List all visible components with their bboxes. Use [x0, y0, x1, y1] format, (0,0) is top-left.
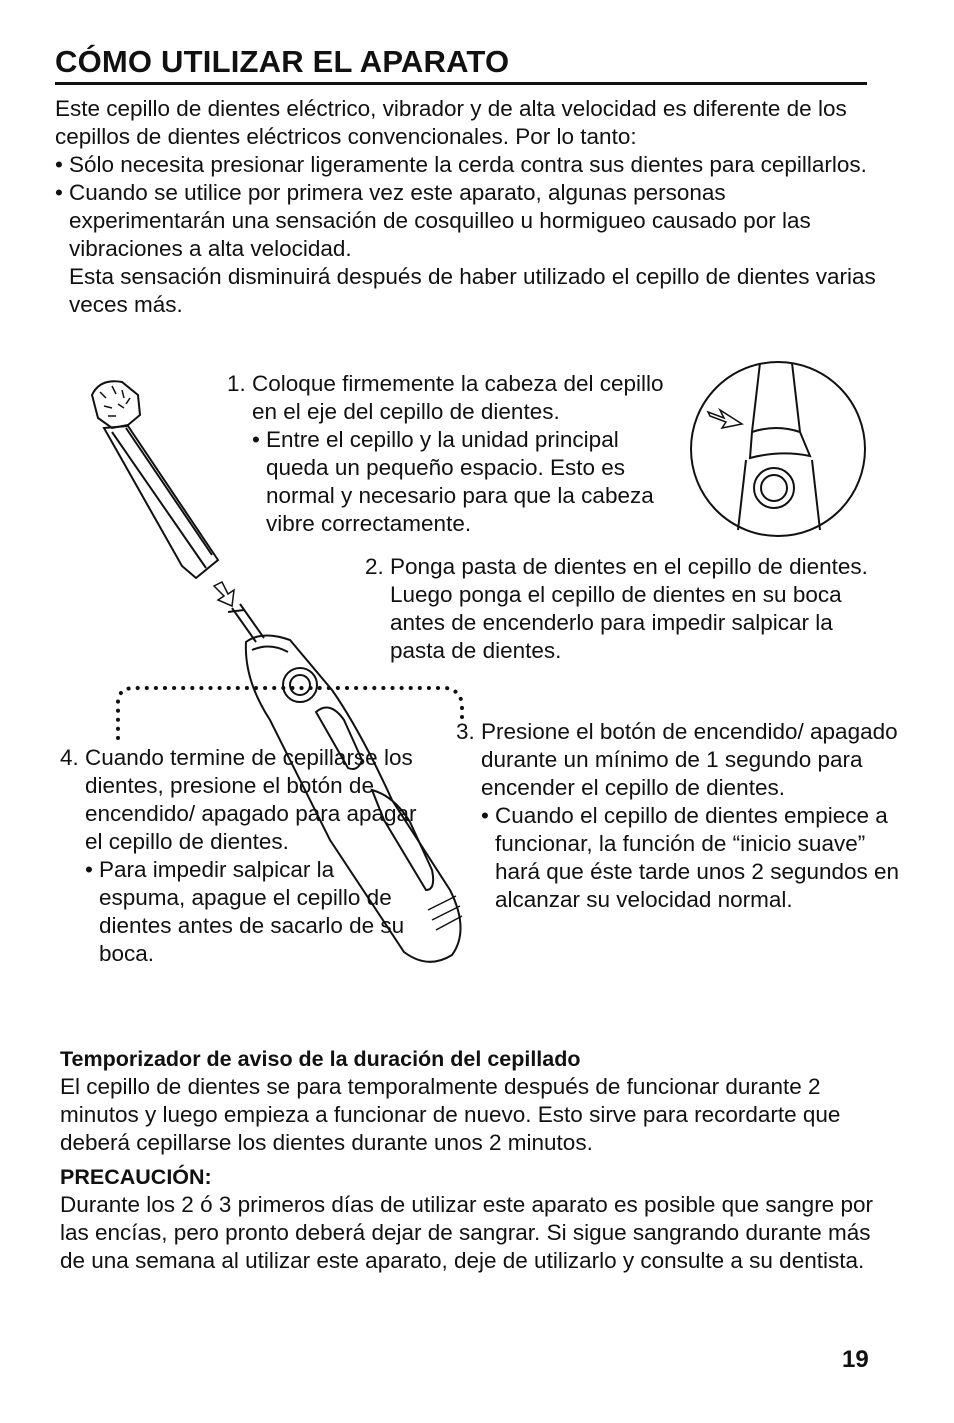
page-title: CÓMO UTILIZAR EL APARATO	[55, 46, 867, 85]
step-3-text: Presione el botón de encendido/ apagado durante un mínimo de 1 segundo para encender el cepillo de dientes.	[481, 719, 898, 800]
intro-bullet-2: • Cuando se utilice por primera vez este aparato, algunas personas experimentarán una sensación de cosquilleo u hormigueo causado por las vibraciones a alta velocidad.	[55, 179, 885, 263]
step-1-sub: • Entre el cepillo y la unidad principal queda un pequeño espacio. Esto es normal y necesario para que la cabeza vibre correctamente.	[252, 426, 687, 538]
step-4-number: 4.	[60, 745, 79, 770]
caution-heading: PRECAUCIÓN:	[60, 1165, 212, 1189]
timer-text: El cepillo de dientes se para temporalmente después de funcionar durante 2 minutos y luego empieza a funcionar de nuevo. Esto sirve para recordarte que deberá cepillarse los dientes durante unos 2 minutos.	[60, 1074, 841, 1155]
detail-circle-illustration	[691, 362, 865, 536]
step-4	[60, 744, 420, 968]
timer-heading: Temporizador de aviso de la duración del cepillado	[60, 1047, 581, 1071]
step-3-sub: • Cuando el cepillo de dientes empiece a funcionar, la función de “inicio suave” hará que éste tarde unos 2 segundos en alcanzar su velocidad normal.	[481, 802, 906, 914]
step-4-text: Cuando termine de cepillarse los dientes, presione el botón de encendido/ apagado para apagar el cepillo de dientes.	[85, 745, 417, 854]
power-button-ring	[283, 668, 317, 702]
step-3	[456, 718, 906, 914]
intro-bullet-1: • Sólo necesita presionar ligeramente la cerda contra sus dientes para cepillarlos.	[55, 151, 885, 179]
caution-text: Durante los 2 ó 3 primeros días de utilizar este aparato es posible que sangre por las encías, pero pronto deberá dejar de sangrar. Si sigue sangrando durante más de una semana al utilizar este aparato, deje de utilizarlo y consulte a su dentista.	[60, 1192, 873, 1273]
dotted-connector	[118, 688, 462, 738]
power-button	[290, 675, 310, 695]
step-2-text: Ponga pasta de dientes en el cepillo de dientes. Luego ponga el cepillo de dientes en su boca antes de encenderlo para impedir salpicar la pasta de dientes.	[390, 554, 868, 663]
brush-bristles	[92, 381, 140, 428]
intro-bullet-2-continuation: Esta sensación disminuirá después de haber utilizado el cepillo de dientes varias veces más.	[69, 264, 876, 317]
timer-section	[60, 1045, 890, 1275]
step-1	[227, 370, 687, 538]
step-1-number: 1.	[227, 371, 246, 396]
step-4-sub: • Para impedir salpicar la espuma, apague el cepillo de dientes antes de sacarlo de su boca.	[85, 856, 420, 968]
step-3-number: 3.	[456, 719, 475, 744]
step-1-text: Coloque firmemente la cabeza del cepillo en el eje del cepillo de dientes.	[252, 371, 664, 424]
step-2-number: 2.	[365, 554, 384, 579]
page-number: 19	[842, 1346, 869, 1373]
intro-text: Este cepillo de dientes eléctrico, vibrador y de alta velocidad es diferente de los cepillos de dientes eléctricos convencionales. Por lo tanto:	[55, 96, 847, 149]
step-2	[365, 553, 885, 665]
arrow-icon	[214, 582, 234, 606]
